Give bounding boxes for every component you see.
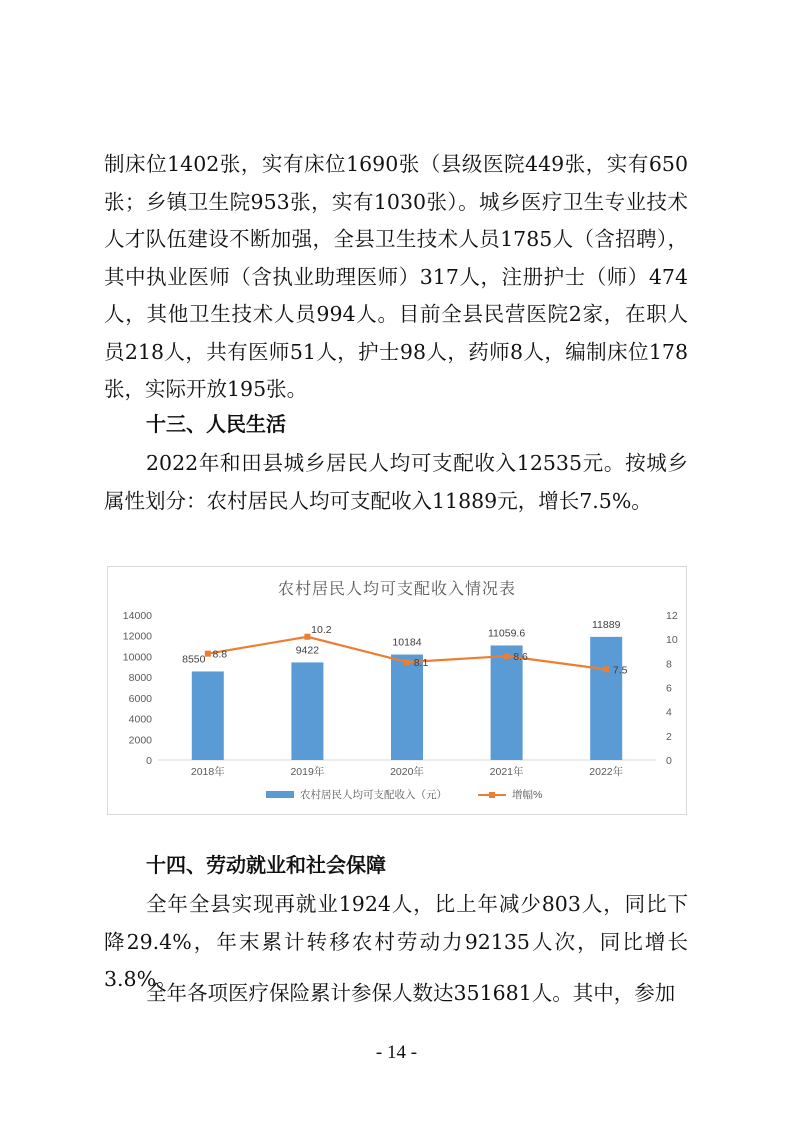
y-right-tick-label: 6	[666, 682, 672, 695]
x-tick-label: 2020年	[390, 766, 424, 778]
bar	[391, 655, 423, 760]
line-data-label: 8.8	[212, 648, 228, 661]
chart-title: 农村居民人均可支配收入情况表	[277, 581, 517, 598]
y-right-tick-label: 8	[666, 658, 672, 671]
paragraph-employment: 全年全县实现再就业1924人，比上年减少803人，同比下降29.4%，年末累计转移农村劳动力92135人次，同比增长3.8%。	[104, 892, 688, 991]
growth-point	[404, 659, 410, 665]
y-left-tick-label: 12000	[122, 630, 152, 643]
x-tick-label: 2021年	[489, 766, 524, 778]
x-tick-label: 2018年	[190, 766, 225, 778]
y-left-tick-label: 4000	[128, 713, 152, 726]
legend-bar-swatch	[266, 791, 294, 798]
growth-point	[304, 634, 310, 640]
bar	[192, 671, 224, 760]
section-heading-people-life: 十三、人民生活	[146, 412, 286, 436]
section-heading-employment: 十四、劳动就业和社会保障	[146, 853, 386, 877]
bar	[590, 637, 622, 760]
x-tick-label: 2019年	[290, 766, 325, 778]
bar-data-label: 11059.6	[488, 627, 526, 640]
x-tick-label: 2022年	[589, 766, 624, 778]
paragraph-income: 2022年和田县城乡居民人均可支配收入12535元。按城乡属性划分：农村居民人均可支配收入11889元，增长7.5%。	[104, 451, 688, 513]
bar	[291, 662, 323, 760]
income-chart	[107, 566, 687, 815]
page-number: - 14 -	[375, 1042, 418, 1063]
y-right-tick-label: 10	[666, 634, 678, 647]
bar-data-label: 8550	[182, 653, 206, 666]
y-right-tick-label: 2	[666, 730, 672, 743]
line-data-label: 7.5	[612, 664, 628, 677]
line-data-label: 8.1	[413, 657, 429, 670]
growth-point	[603, 666, 609, 672]
line-data-label: 10.2	[311, 623, 332, 636]
legend-line-marker	[489, 792, 495, 798]
y-right-tick-label: 12	[666, 610, 678, 622]
y-left-tick-label: 14000	[122, 610, 152, 622]
y-left-tick-label: 2000	[128, 734, 152, 747]
growth-point	[504, 653, 510, 659]
legend-line-label: 增幅%	[512, 789, 543, 801]
y-right-tick-label: 4	[666, 706, 672, 719]
y-left-tick-label: 10000	[122, 651, 152, 664]
y-left-tick-label: 6000	[128, 692, 152, 705]
bar-data-label: 10184	[392, 636, 422, 649]
bar-data-label: 11889	[591, 618, 621, 631]
legend-bar-label: 农村居民人均可支配收入（元）	[300, 789, 447, 801]
y-left-tick-label: 0	[146, 755, 152, 767]
growth-point	[205, 651, 211, 657]
paragraph-hospital-beds: 制床位1402张，实有床位1690张（县级医院449张，实有650张；乡镇卫生院953张，实有1030张）。城乡医疗卫生专业技术人才队伍建设不断加强，全县卫生技术人员1785人（含招聘），其中执业医师（含执业助理医师）317人，注册护士（师）474人，其他卫生技术人员994人。目前全县民营医院2家，在职人员218人，共有医师51人，护士98人，药师8人，编制床位178张，实际开放195张。	[104, 152, 688, 401]
y-left-tick-label: 8000	[128, 672, 152, 685]
bar-data-label: 9422	[295, 644, 320, 657]
income-chart-svg	[108, 567, 686, 814]
y-right-tick-label: 0	[666, 755, 672, 767]
line-data-label: 8.6	[513, 651, 528, 664]
paragraph-insurance: 全年各项医疗保险累计参保人数达351681人。其中，参加	[146, 981, 676, 1005]
